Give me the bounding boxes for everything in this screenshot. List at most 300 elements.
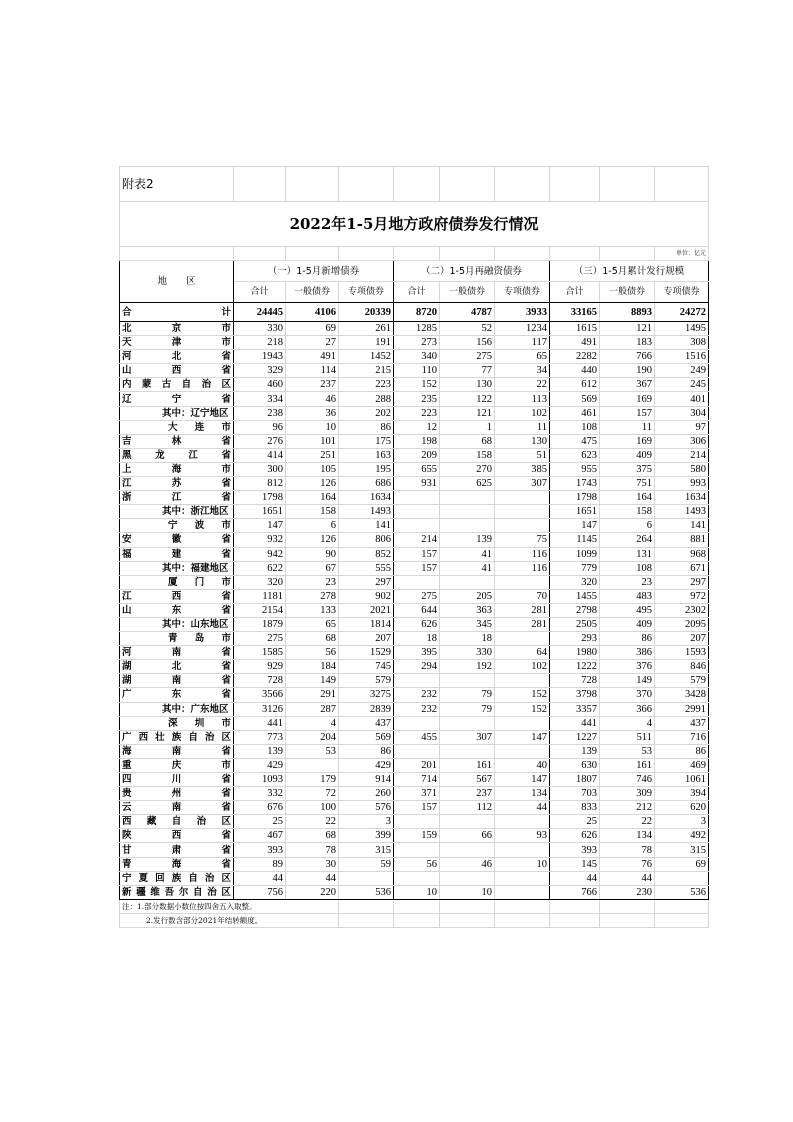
table-cell: 932 xyxy=(234,533,286,547)
table-cell xyxy=(495,519,550,533)
table-cell: 304 xyxy=(655,406,709,420)
table-cell: 11 xyxy=(600,420,655,434)
table-cell: 147 xyxy=(495,730,550,744)
region-name: 贵 州 省 xyxy=(120,787,234,801)
table-cell: 1634 xyxy=(339,491,394,505)
table-cell: 220 xyxy=(286,885,339,899)
table-cell: 511 xyxy=(600,730,655,744)
table-cell: 366 xyxy=(600,702,655,716)
table-row xyxy=(120,632,709,646)
table-cell: 261 xyxy=(339,322,394,336)
region-name: 安 徽 省 xyxy=(120,533,234,547)
table-cell: 414 xyxy=(234,448,286,462)
table-cell: 620 xyxy=(655,801,709,815)
table-row xyxy=(120,533,709,547)
region-name: 重 庆 市 xyxy=(120,758,234,772)
table-cell: 579 xyxy=(339,674,394,688)
table-cell: 156 xyxy=(440,336,495,350)
table-cell: 3275 xyxy=(339,688,394,702)
region-name: 山 东 省 xyxy=(120,603,234,617)
note-row xyxy=(120,899,709,913)
sub-header-special: 专项债券 xyxy=(495,282,550,303)
region-name: 内 蒙 古 自 治 区 xyxy=(120,378,234,392)
table-row xyxy=(120,477,709,491)
table-cell: 70 xyxy=(495,589,550,603)
table-cell: 23 xyxy=(600,575,655,589)
table-cell xyxy=(394,843,440,857)
table-cell: 157 xyxy=(600,406,655,420)
table-cell: 169 xyxy=(600,434,655,448)
group-header-new: （一）1-5月新增债券 xyxy=(234,261,394,282)
table-cell xyxy=(440,505,495,519)
table-cell: 833 xyxy=(550,801,600,815)
table-cell: 22 xyxy=(495,378,550,392)
table-cell: 461 xyxy=(550,406,600,420)
table-cell: 89 xyxy=(234,857,286,871)
table-cell: 3126 xyxy=(234,702,286,716)
table-cell xyxy=(495,575,550,589)
table-cell: 264 xyxy=(600,533,655,547)
table-cell: 288 xyxy=(339,392,394,406)
table-cell: 3798 xyxy=(550,688,600,702)
table-cell: 1 xyxy=(440,420,495,434)
table-cell: 25 xyxy=(550,815,600,829)
table-cell: 22 xyxy=(600,815,655,829)
table-cell xyxy=(394,744,440,758)
table-cell xyxy=(394,871,440,885)
table-cell xyxy=(394,575,440,589)
table-cell: 249 xyxy=(655,364,709,378)
table-cell: 931 xyxy=(394,477,440,491)
table-cell xyxy=(394,519,440,533)
table-cell: 1798 xyxy=(550,491,600,505)
table-cell: 175 xyxy=(339,434,394,448)
table-cell: 141 xyxy=(339,519,394,533)
table-cell: 18 xyxy=(440,632,495,646)
table-cell: 714 xyxy=(394,773,440,787)
table-cell: 161 xyxy=(440,758,495,772)
table-cell: 716 xyxy=(655,730,709,744)
table-cell: 441 xyxy=(234,716,286,730)
table-cell: 96 xyxy=(234,420,286,434)
table-cell xyxy=(394,505,440,519)
table-cell: 191 xyxy=(339,336,394,350)
table-cell: 972 xyxy=(655,589,709,603)
table-cell: 555 xyxy=(339,561,394,575)
table-cell: 881 xyxy=(655,533,709,547)
table-cell xyxy=(394,815,440,829)
table-cell: 728 xyxy=(550,674,600,688)
table-cell: 3 xyxy=(655,815,709,829)
table-note: 注：1.部分数据小数位按四舍五入取整。 xyxy=(120,899,339,913)
table-cell: 59 xyxy=(339,857,394,871)
table-cell: 158 xyxy=(286,505,339,519)
sub-header-total: 合计 xyxy=(234,282,286,303)
table-cell: 275 xyxy=(440,350,495,364)
table-cell: 569 xyxy=(550,392,600,406)
sub-header-general: 一般债券 xyxy=(600,282,655,303)
table-row xyxy=(120,702,709,716)
table-cell: 345 xyxy=(440,617,495,631)
table-cell: 363 xyxy=(440,603,495,617)
table-cell: 1593 xyxy=(655,646,709,660)
table-row xyxy=(120,603,709,617)
table-cell: 41 xyxy=(440,561,495,575)
table-cell: 2302 xyxy=(655,603,709,617)
table-cell: 273 xyxy=(394,336,440,350)
table-cell: 36 xyxy=(286,406,339,420)
bond-table xyxy=(119,166,709,928)
table-cell: 18 xyxy=(394,632,440,646)
region-name: 其中：广东地区 xyxy=(120,702,234,716)
table-cell: 671 xyxy=(655,561,709,575)
table-cell: 2154 xyxy=(234,603,286,617)
table-cell: 2282 xyxy=(550,350,600,364)
table-cell: 56 xyxy=(394,857,440,871)
table-cell: 625 xyxy=(440,477,495,491)
table-cell: 751 xyxy=(600,477,655,491)
table-cell: 1493 xyxy=(655,505,709,519)
table-cell: 10 xyxy=(286,420,339,434)
table-cell: 340 xyxy=(394,350,440,364)
table-cell: 126 xyxy=(286,477,339,491)
table-cell: 393 xyxy=(550,843,600,857)
table-cell xyxy=(339,871,394,885)
table-cell: 399 xyxy=(339,829,394,843)
table-cell: 703 xyxy=(550,787,600,801)
table-cell: 76 xyxy=(600,857,655,871)
table-cell: 779 xyxy=(550,561,600,575)
table-cell xyxy=(440,843,495,857)
table-cell: 968 xyxy=(655,547,709,561)
table-row xyxy=(120,787,709,801)
table-cell: 139 xyxy=(234,744,286,758)
table-cell: 846 xyxy=(655,660,709,674)
table-cell: 68 xyxy=(286,829,339,843)
table-cell: 612 xyxy=(550,378,600,392)
table-cell: 147 xyxy=(234,519,286,533)
table-cell: 64 xyxy=(495,646,550,660)
table-cell: 230 xyxy=(600,885,655,899)
table-cell: 10 xyxy=(394,885,440,899)
region-name: 海 南 省 xyxy=(120,744,234,758)
table-row xyxy=(120,378,709,392)
table-cell: 209 xyxy=(394,448,440,462)
table-cell: 78 xyxy=(600,843,655,857)
table-cell: 179 xyxy=(286,773,339,787)
region-name: 辽 宁 省 xyxy=(120,392,234,406)
table-cell: 161 xyxy=(600,758,655,772)
table-cell: 108 xyxy=(600,561,655,575)
table-cell: 44 xyxy=(600,871,655,885)
table-cell xyxy=(495,505,550,519)
table-cell: 130 xyxy=(440,378,495,392)
table-cell: 69 xyxy=(286,322,339,336)
table-cell xyxy=(440,716,495,730)
table-cell: 955 xyxy=(550,462,600,476)
table-cell xyxy=(495,885,550,899)
table-cell: 67 xyxy=(286,561,339,575)
table-cell: 102 xyxy=(495,406,550,420)
table-cell: 145 xyxy=(550,857,600,871)
table-cell: 315 xyxy=(655,843,709,857)
region-name: 其中：浙江地区 xyxy=(120,505,234,519)
table-cell: 100 xyxy=(286,801,339,815)
table-cell: 101 xyxy=(286,434,339,448)
table-cell: 1493 xyxy=(339,505,394,519)
region-name: 天 津 市 xyxy=(120,336,234,350)
table-cell: 1634 xyxy=(655,491,709,505)
table-cell: 204 xyxy=(286,730,339,744)
table-cell: 1798 xyxy=(234,491,286,505)
table-cell: 330 xyxy=(440,646,495,660)
table-cell xyxy=(440,491,495,505)
table-cell: 44 xyxy=(286,871,339,885)
table-cell xyxy=(394,491,440,505)
table-row xyxy=(120,364,709,378)
table-cell: 297 xyxy=(339,575,394,589)
table-cell: 77 xyxy=(440,364,495,378)
table-cell: 1061 xyxy=(655,773,709,787)
table-cell: 686 xyxy=(339,477,394,491)
table-cell: 1452 xyxy=(339,350,394,364)
table-cell: 330 xyxy=(234,322,286,336)
table-row xyxy=(120,815,709,829)
table-cell xyxy=(495,674,550,688)
table-cell: 2798 xyxy=(550,603,600,617)
table-cell xyxy=(440,674,495,688)
table-cell: 401 xyxy=(655,392,709,406)
table-cell: 22 xyxy=(286,815,339,829)
table-cell: 385 xyxy=(495,462,550,476)
table-cell: 126 xyxy=(286,533,339,547)
table-cell: 291 xyxy=(286,688,339,702)
table-cell xyxy=(495,815,550,829)
table-cell: 812 xyxy=(234,477,286,491)
table-cell: 491 xyxy=(286,350,339,364)
table-row xyxy=(120,575,709,589)
table-cell: 622 xyxy=(234,561,286,575)
table-cell: 329 xyxy=(234,364,286,378)
table-cell: 53 xyxy=(286,744,339,758)
table-row xyxy=(120,350,709,364)
total-row: 合 计 24445 4106 20339 8720 4787 3933 33165 8893 24272 xyxy=(120,303,709,322)
table-row xyxy=(120,660,709,674)
table-row xyxy=(120,730,709,744)
table-cell xyxy=(394,716,440,730)
table-cell: 11 xyxy=(495,420,550,434)
table-cell: 66 xyxy=(440,829,495,843)
table-cell: 10 xyxy=(495,857,550,871)
table-cell: 46 xyxy=(440,857,495,871)
table-cell: 23 xyxy=(286,575,339,589)
table-cell: 149 xyxy=(600,674,655,688)
table-cell: 214 xyxy=(394,533,440,547)
table-cell: 469 xyxy=(655,758,709,772)
table-cell: 40 xyxy=(495,758,550,772)
table-cell: 44 xyxy=(495,801,550,815)
table-cell: 475 xyxy=(550,434,600,448)
table-cell xyxy=(440,575,495,589)
table-cell: 1980 xyxy=(550,646,600,660)
table-cell: 626 xyxy=(550,829,600,843)
table-cell: 630 xyxy=(550,758,600,772)
table-cell: 130 xyxy=(495,434,550,448)
table-cell: 190 xyxy=(600,364,655,378)
region-name: 浙 江 省 xyxy=(120,491,234,505)
table-cell: 27 xyxy=(286,336,339,350)
table-cell xyxy=(495,871,550,885)
table-cell: 86 xyxy=(339,420,394,434)
region-name: 湖 北 省 xyxy=(120,660,234,674)
region-name: 陕 西 省 xyxy=(120,829,234,843)
table-cell: 370 xyxy=(600,688,655,702)
region-name: 云 南 省 xyxy=(120,801,234,815)
table-cell: 163 xyxy=(339,448,394,462)
table-cell: 1615 xyxy=(550,322,600,336)
table-cell: 766 xyxy=(600,350,655,364)
region-name: 广 西 壮 族 自 治 区 xyxy=(120,730,234,744)
region-name: 江 苏 省 xyxy=(120,477,234,491)
table-cell: 90 xyxy=(286,547,339,561)
table-cell: 579 xyxy=(655,674,709,688)
region-name: 江 西 省 xyxy=(120,589,234,603)
note-row xyxy=(120,913,709,927)
table-cell: 195 xyxy=(339,462,394,476)
table-cell: 275 xyxy=(394,589,440,603)
table-cell: 133 xyxy=(286,603,339,617)
region-name: 北 京 市 xyxy=(120,322,234,336)
table-cell: 993 xyxy=(655,477,709,491)
table-cell: 235 xyxy=(394,392,440,406)
table-cell xyxy=(495,716,550,730)
table-cell: 332 xyxy=(234,787,286,801)
table-cell: 141 xyxy=(655,519,709,533)
table-cell: 440 xyxy=(550,364,600,378)
table-cell: 2095 xyxy=(655,617,709,631)
region-name: 新 疆 维 吾 尔 自 治 区 xyxy=(120,885,234,899)
table-cell: 309 xyxy=(600,787,655,801)
table-cell: 455 xyxy=(394,730,440,744)
table-cell: 441 xyxy=(550,716,600,730)
table-cell: 376 xyxy=(600,660,655,674)
table-row xyxy=(120,547,709,561)
table-cell: 270 xyxy=(440,462,495,476)
table-row xyxy=(120,885,709,899)
table-cell: 2505 xyxy=(550,617,600,631)
table-cell: 164 xyxy=(286,491,339,505)
table-cell: 237 xyxy=(286,378,339,392)
table-cell: 1516 xyxy=(655,350,709,364)
table-cell: 112 xyxy=(440,801,495,815)
region-name: 大 连 市 xyxy=(120,420,234,434)
table-cell: 4 xyxy=(286,716,339,730)
sub-header-special: 专项债券 xyxy=(655,282,709,303)
table-row xyxy=(120,448,709,462)
table-cell: 198 xyxy=(394,434,440,448)
table-cell: 237 xyxy=(440,787,495,801)
table-row xyxy=(120,646,709,660)
table-cell: 3357 xyxy=(550,702,600,716)
table-cell: 1743 xyxy=(550,477,600,491)
table-cell: 1099 xyxy=(550,547,600,561)
table-cell: 1651 xyxy=(234,505,286,519)
table-cell: 492 xyxy=(655,829,709,843)
group-header-refinance: （二）1-5月再融资债券 xyxy=(394,261,550,282)
table-cell: 320 xyxy=(234,575,286,589)
table-cell: 147 xyxy=(550,519,600,533)
table-cell: 201 xyxy=(394,758,440,772)
table-cell: 297 xyxy=(655,575,709,589)
table-cell: 1879 xyxy=(234,617,286,631)
table-cell: 1181 xyxy=(234,589,286,603)
table-cell: 1145 xyxy=(550,533,600,547)
table-cell xyxy=(394,674,440,688)
table-cell: 139 xyxy=(550,744,600,758)
table-cell: 393 xyxy=(234,843,286,857)
table-cell: 276 xyxy=(234,434,286,448)
table-cell: 4 xyxy=(600,716,655,730)
total-label: 合 计 xyxy=(120,303,234,322)
table-cell: 245 xyxy=(655,378,709,392)
table-cell: 287 xyxy=(286,702,339,716)
table-cell: 394 xyxy=(655,787,709,801)
table-cell: 164 xyxy=(600,491,655,505)
sheet-label: 附表2 xyxy=(120,167,234,202)
table-row xyxy=(120,420,709,434)
table-cell: 293 xyxy=(550,632,600,646)
table-cell: 3 xyxy=(339,815,394,829)
sub-header-total: 合计 xyxy=(550,282,600,303)
table-cell: 110 xyxy=(394,364,440,378)
table-cell: 1495 xyxy=(655,322,709,336)
table-cell: 300 xyxy=(234,462,286,476)
table-cell xyxy=(495,744,550,758)
table-cell: 315 xyxy=(339,843,394,857)
table-cell: 942 xyxy=(234,547,286,561)
table-cell: 495 xyxy=(600,603,655,617)
sub-header-total: 合计 xyxy=(394,282,440,303)
region-name: 河 北 省 xyxy=(120,350,234,364)
region-name: 西 藏 自 治 区 xyxy=(120,815,234,829)
table-cell: 576 xyxy=(339,801,394,815)
table-cell: 152 xyxy=(394,378,440,392)
table-cell: 65 xyxy=(495,350,550,364)
region-name: 山 西 省 xyxy=(120,364,234,378)
table-cell: 159 xyxy=(394,829,440,843)
table-cell: 68 xyxy=(440,434,495,448)
table-cell: 1222 xyxy=(550,660,600,674)
table-row xyxy=(120,392,709,406)
table-cell: 41 xyxy=(440,547,495,561)
table-cell: 157 xyxy=(394,547,440,561)
table-cell: 3428 xyxy=(655,688,709,702)
table-cell: 6 xyxy=(286,519,339,533)
table-cell: 157 xyxy=(394,801,440,815)
region-name: 四 川 省 xyxy=(120,773,234,787)
table-cell: 676 xyxy=(234,801,286,815)
table-row xyxy=(120,406,709,420)
table-cell: 147 xyxy=(495,773,550,787)
table-cell xyxy=(440,744,495,758)
table-row xyxy=(120,519,709,533)
table-cell: 409 xyxy=(600,448,655,462)
table-cell: 395 xyxy=(394,646,440,660)
table-cell: 223 xyxy=(394,406,440,420)
table-cell: 580 xyxy=(655,462,709,476)
table-cell xyxy=(440,519,495,533)
table-row xyxy=(120,758,709,772)
